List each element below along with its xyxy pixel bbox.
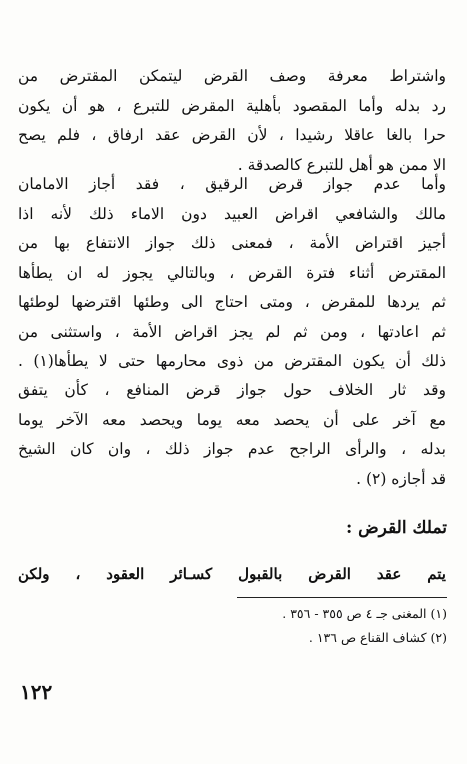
paragraph-1 [18, 62, 446, 180]
paragraph-3 [18, 376, 446, 494]
paragraph-2-line: مالك والشافعي اقراض العبيد دون الاماء ذلك لأنه اذا [18, 204, 446, 223]
footnote-2: (٢) كشاف القناع ص ١٣٦ . [308, 630, 447, 645]
paragraph-2-line: المقترض أثناء فترة القرض ، وبالتالي يجوز له ان يطأها [18, 263, 446, 282]
paragraph-2-line: أجيز اقتراض الأمة ، فمعنى ذلك جواز الانتفاع بها من [18, 234, 446, 252]
paragraph-4 [18, 560, 446, 590]
paragraph-1-line: واشتراط معرفة وصف القرض ليتمكن المقترض من [18, 67, 446, 85]
paragraph-1-line: حرا بالغا عاقلا رشيدا ، لأن القرض عقد ارفاق ، فلم يصح [18, 126, 446, 144]
paragraph-3-line: مع آخر على أن يحصد معه يوما ويحصد معه الآخر يوما [18, 410, 446, 429]
footnote-1: (١) المغنى جـ ٤ ص ٣٥٥ - ٣٥٦ . [282, 606, 447, 621]
paragraph-4-line: يتم عقد القرض بالقبول كسـائر العقود ، ولكن [18, 565, 446, 583]
paragraph-2 [18, 170, 446, 377]
paragraph-1-line: رد بدله وأما المقصود بأهلية المقرض للتبرع ، هو أن يكون [18, 96, 446, 115]
paragraph-2-line: ذلك أن يكون المقترض من ذوى محارمها حتى لا يطأها(١) . [18, 352, 446, 370]
paragraph-2-line: وأما عدم جواز قرض الرقيق ، فقد أجاز الامامان [18, 175, 446, 193]
paragraph-2-line: ثم يردها للمقرض ، ومتى احتاج الى وطئها اقترضها لوطئها [18, 293, 446, 311]
page-number: ١٢٢ [20, 680, 53, 704]
paragraph-3-line: قد أجازه (٢) . [356, 469, 446, 488]
paragraph-2-line: ثم اعادتها ، ومن ثم لم يجز اقراض الأمة ، واستثنى من [18, 322, 446, 341]
section-heading: تملك القرض : [345, 518, 447, 538]
paragraph-3-line: وقد ثار الخلاف حول جواز قرض المنافع ، كأن يتفق [18, 381, 446, 399]
paragraph-3-line: بدله ، والرأى الراجح عدم جواز ذلك ، وان كان الشيخ [18, 440, 446, 458]
paragraph-1-line: الا ممن هو أهل للتبرع كالصدقة . [237, 155, 446, 174]
footnotes [19, 602, 447, 650]
footnote-divider [237, 597, 447, 598]
